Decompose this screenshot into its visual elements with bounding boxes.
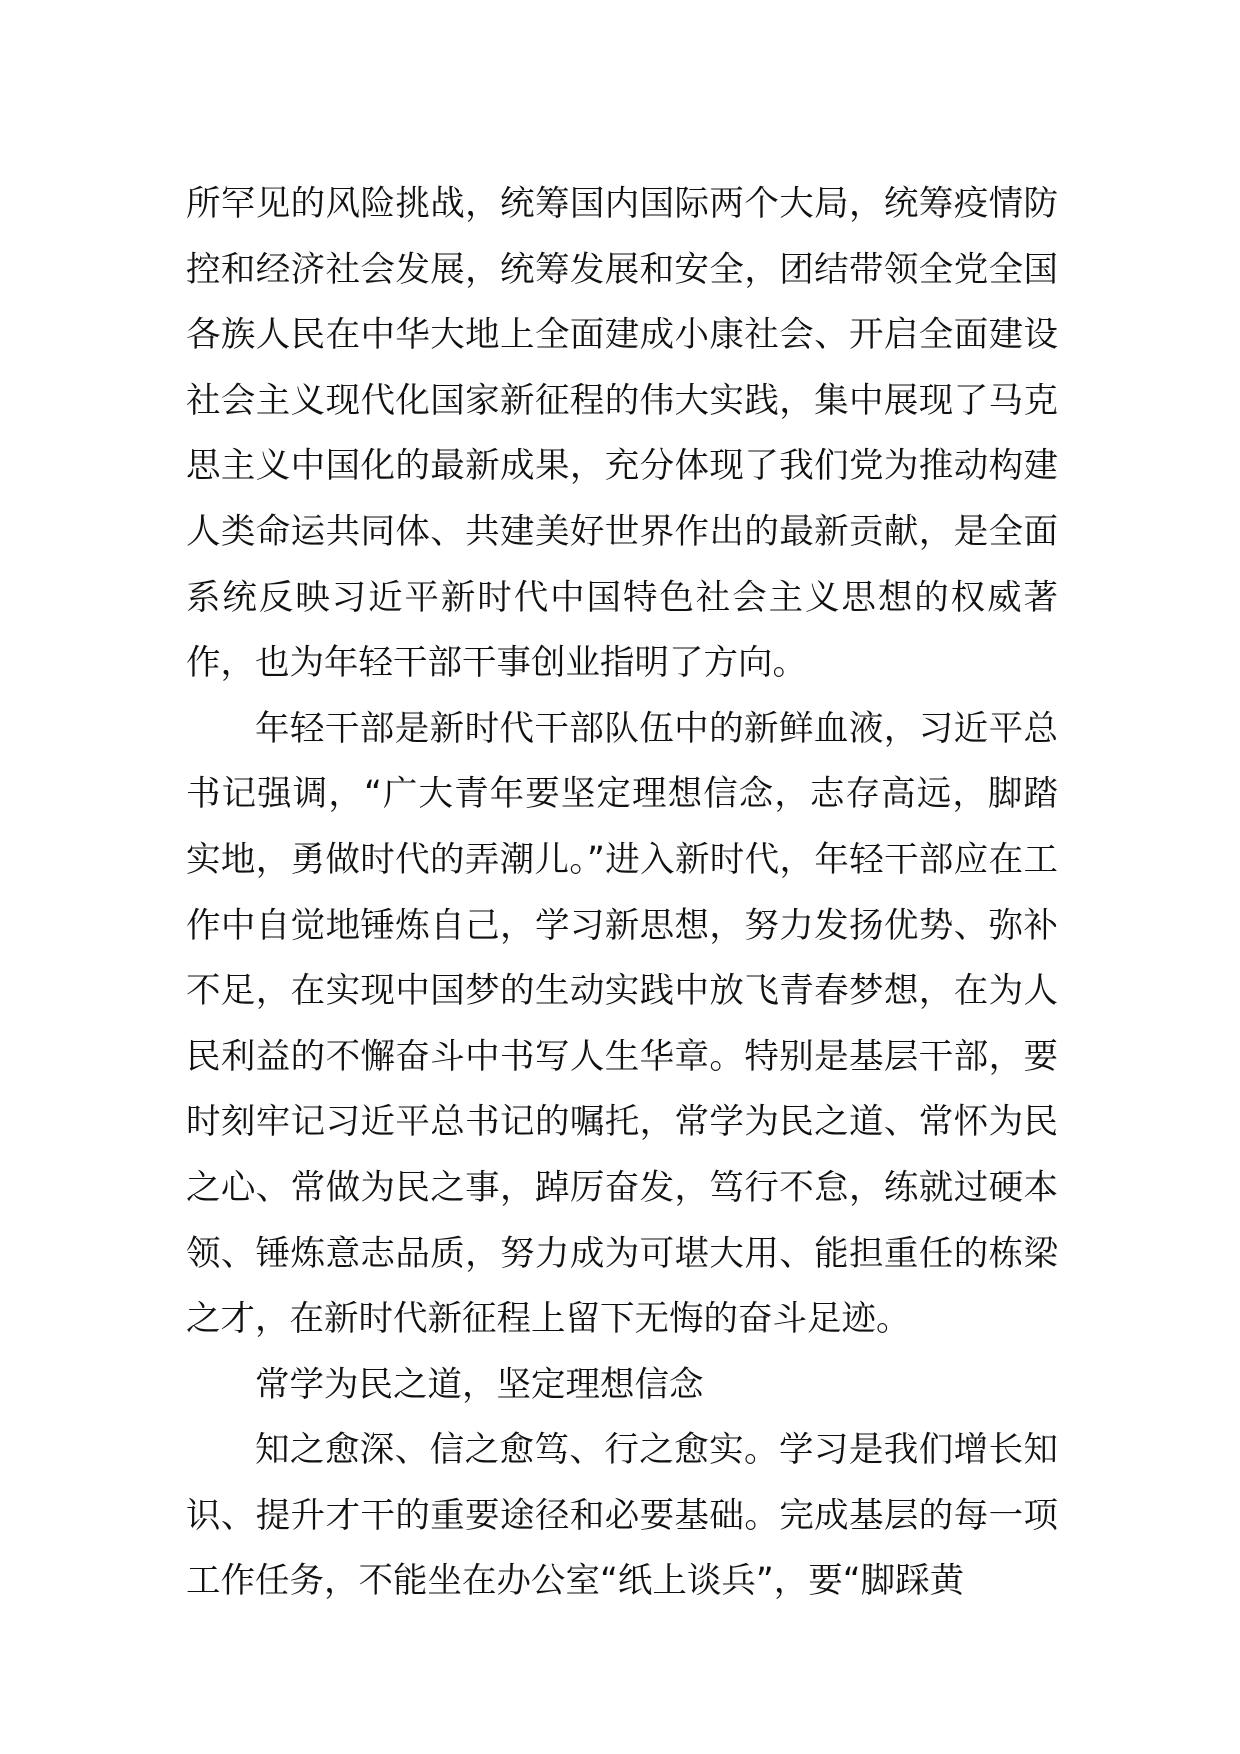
section-heading: 常学为民之道，坚定理想信念 [255,1364,704,1405]
document-body [186,172,1058,1615]
paragraph-young-cadres: 年轻干部是新时代干部队伍中的新鲜血液，习近平总书记强调，“广大青年要坚定理想信念，志存高远，脚踏实地，勇做时代的弄潮儿。”进入新时代，年轻干部应在工作中自觉地锤炼自己，学习新思想，努力发扬优势、弥补不足，在实现中国梦的生动实践中放飞青春梦想，在为人民利益的不懈奋斗中书写人生华章。特别是基层干部，要时刻牢记习近平总书记的嘱托，常学为民之道、常怀为民之心、常做为民之事，踔厉奋发，笃行不怠，练就过硬本领、锤炼意志品质，努力成为可堪大用、能担重任的栋梁之才，在新时代新征程上留下无悔的奋斗足迹。 [186,708,1058,1340]
paragraph-continued: 所罕见的风险挑战，统筹国内国际两个大局，统筹疫情防控和经济社会发展，统筹发展和安全，团结带领全党全国各族人民在中华大地上全面建成小康社会、开启全面建设社会主义现代化国家新征程的伟大实践，集中展现了马克思主义中国化的最新成果，充分体现了我们党为推动构建人类命运共同体、共建美好世界作出的最新贡献，是全面系统反映习近平新时代中国特色社会主义思想的权威著作，也为年轻干部干事创业指明了方向。 [186,184,1058,684]
paragraph-learning: 知之愈深、信之愈笃、行之愈实。学习是我们增长知识、提升才干的重要途径和必要基础。完成基层的每一项工作任务，不能坐在办公室“纸上谈兵”，要“脚踩黄 [186,1430,1058,1602]
